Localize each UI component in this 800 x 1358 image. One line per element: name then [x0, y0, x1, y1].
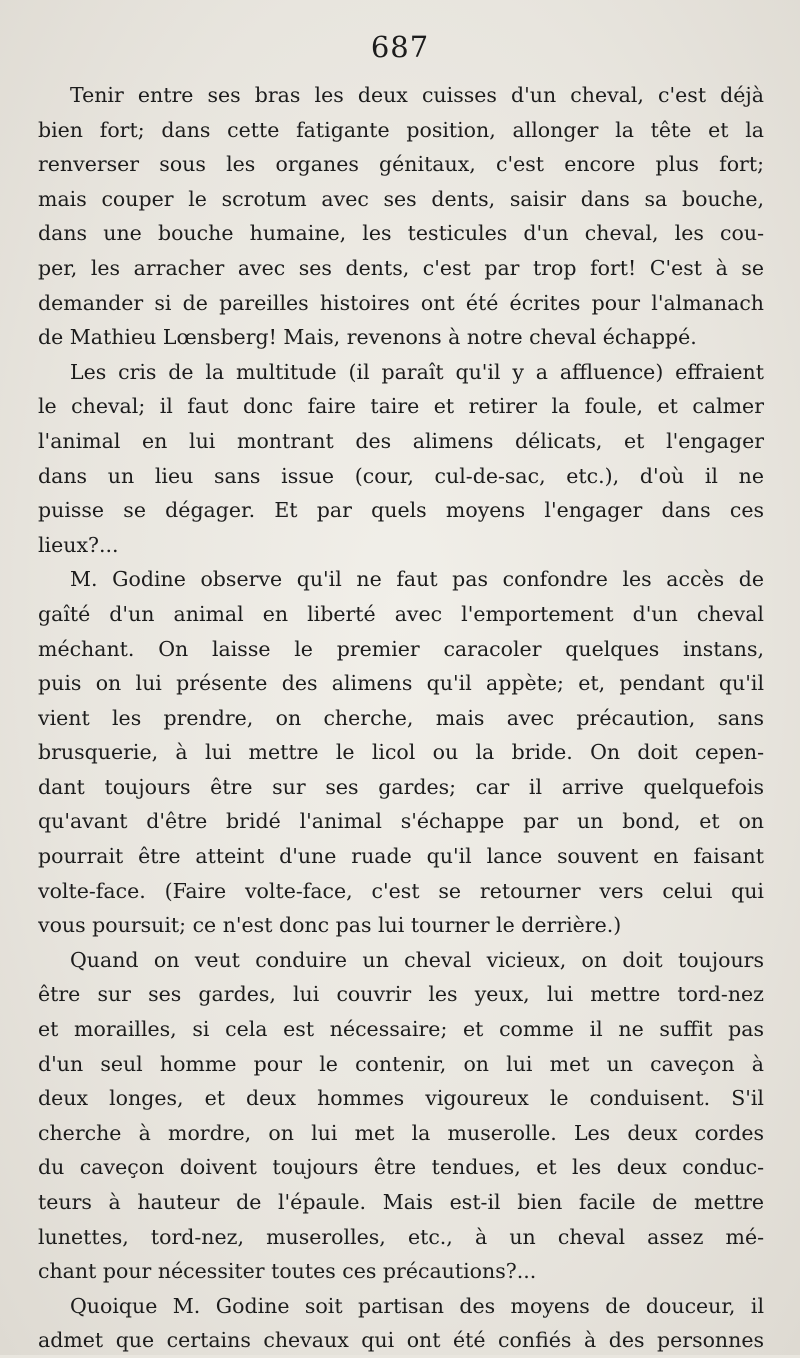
text-line: Quand on veut conduire un cheval vicieux, on doit toujours — [70, 947, 764, 972]
text-line: admet que certains chevaux qui ont été confiés à des personnes — [38, 1328, 764, 1353]
text-line: lunettes, tord-nez, muserolles, etc., à un cheval assez mé- — [38, 1224, 764, 1249]
text-line: Quoique M. Godine soit partisan des moyens de douceur, il — [70, 1293, 764, 1318]
text-line: du caveçon doivent toujours être tendues, et les deux conduc- — [38, 1155, 764, 1180]
text-line: bien fort; dans cette fatigante position, allonger la tête et la — [38, 117, 764, 142]
text-line: cherche à mordre, on lui met la muserolle. Les deux cordes — [38, 1120, 764, 1145]
text-line: M. Godine observe qu'il ne faut pas confondre les accès de — [70, 567, 764, 592]
text-line: dant toujours être sur ses gardes; car il arrive quelquefois — [38, 774, 764, 799]
text-line: vous poursuit; ce n'est donc pas lui tourner le derrière.) — [38, 913, 622, 938]
text-line: l'animal en lui montrant des alimens délicats, et l'engager — [38, 428, 764, 453]
text-line: mais couper le scrotum avec ses dents, saisir dans sa bouche, — [38, 186, 764, 211]
text-line: brusquerie, à lui mettre le licol ou la bride. On doit cepen- — [38, 740, 764, 765]
text-line: renverser sous les organes génitaux, c'est encore plus fort; — [38, 152, 764, 177]
text-line: demander si de pareilles histoires ont été écrites pour l'almanach — [38, 290, 764, 315]
text-line: gaîté d'un animal en liberté avec l'emportement d'un cheval — [38, 601, 764, 626]
text-line: deux longes, et deux hommes vigoureux le conduisent. S'il — [38, 1086, 764, 1111]
text-line: Les cris de la multitude (il paraît qu'il y a affluence) effraient — [70, 359, 764, 384]
page-number: 687 — [370, 30, 430, 64]
text-line: chant pour nécessiter toutes ces précautions?... — [38, 1259, 537, 1284]
text-line: et morailles, si cela est nécessaire; et comme il ne suffit pas — [38, 1017, 764, 1042]
text-line: de Mathieu Lœnsberg! Mais, revenons à notre cheval échappé. — [38, 325, 697, 350]
text-line: qu'avant d'être bridé l'animal s'échappe par un bond, et on — [38, 809, 764, 834]
text-line: puisse se dégager. Et par quels moyens l'engager dans ces — [38, 498, 764, 523]
text-line: lieux?... — [38, 532, 119, 557]
text-line: d'un seul homme pour le contenir, on lui met un caveçon à — [38, 1051, 764, 1076]
text-line: vient les prendre, on cherche, mais avec précaution, sans — [38, 705, 764, 730]
text-line: teurs à hauteur de l'épaule. Mais est-il bien facile de mettre — [38, 1190, 764, 1214]
text-line: dans un lieu sans issue (cour, cul-de-sac, etc.), d'où il ne — [38, 463, 764, 488]
text-line: dans une bouche humaine, les testicules d'un cheval, les cou- — [38, 221, 764, 246]
text-line: puis on lui présente des alimens qu'il appète; et, pendant qu'il — [38, 671, 764, 696]
body-text — [38, 78, 764, 1358]
text-line: être sur ses gardes, lui couvrir les yeux, lui mettre tord-nez — [38, 982, 764, 1007]
text-line: le cheval; il faut donc faire taire et retirer la foule, et calmer — [38, 394, 764, 419]
text-line: méchant. On laisse le premier caracoler quelques instans, — [38, 636, 764, 661]
text-line: pourrait être atteint d'une ruade qu'il lance souvent en faisant — [38, 844, 764, 869]
text-line: Tenir entre ses bras les deux cuisses d'un cheval, c'est déjà — [70, 83, 764, 107]
text-line: per, les arracher avec ses dents, c'est par trop fort! C'est à se — [38, 255, 764, 280]
text-line: volte-face. (Faire volte-face, c'est se retourner vers celui qui — [38, 878, 764, 903]
